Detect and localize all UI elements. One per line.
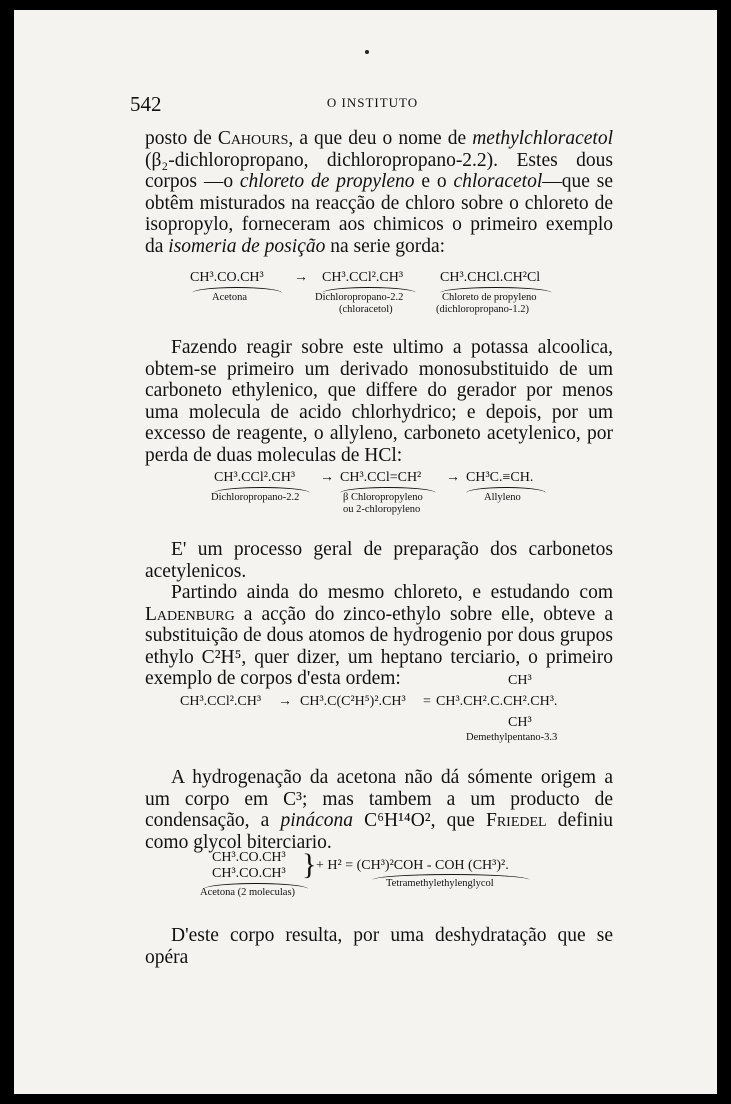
eq1-acetona-formula: CH³.CO.CH³: [190, 270, 264, 285]
eq3-top-ch3: CH³: [508, 673, 532, 688]
eq2-arrow-1: →: [320, 470, 334, 485]
page-number: 542: [130, 92, 162, 116]
term-chloracetol: chloracetol: [453, 171, 543, 192]
eq3-arrow: →: [278, 694, 292, 709]
speck: [365, 50, 369, 54]
eq4-label-acetona: Acetona (2 moleculas): [200, 887, 296, 898]
term-isomeria: isomeria de posição: [168, 235, 326, 257]
term-methylchloracetol: methylchloracetol: [472, 128, 613, 149]
eq2-label-chloropyleno: ou 2-chloropyleno: [343, 504, 421, 515]
author-cahours: Cahours: [217, 128, 289, 149]
paragraph-4: Partindo ainda do mesmo chloreto, e estudando com Ladenburg a acção do zinco-ethylo sobre elle, obteve a substituição de dous atomos de hydrogenio por dous grupos ethylo C²H⁵, quer dizer, um heptano terciario, o primeiro exemplo de corpos d'esta ordem:: [145, 582, 613, 689]
paragraph-5: A hydrogenação da acetona não dá sómente origem a um corpo em C³; mas tambem a um producto de condensação, a pinácona C⁶H¹⁴O², que Friedel definiu como glycol biterciario.: [145, 767, 613, 853]
term-pinacona: pinácona: [280, 810, 354, 831]
eq4-rhs: + H² = (CH³)²COH - COH (CH³)².: [316, 858, 509, 873]
paragraph-1: posto de Cahours, a que deu o nome de methylchloracetol (β₂-dichloropropano, dichloropropano-2.2). Estes dous corpos —o chloreto de propyleno e o chloracetol—que se obtêm misturados na reacção de chloro sobre o chloreto de isopropylo, forneceram aos chimicos o primeiro exemplo da isomeria de posição na serie gorda:: [145, 128, 613, 257]
eq3-label: Demethylpentano-3.3: [466, 732, 558, 743]
eq4-row-2: CH³.CO.CH³: [212, 866, 286, 881]
eq1-label-dichloro: Dichloropropano-2.2: [315, 292, 404, 303]
eq2-allyleno-formula: CH³C.≡CH.: [466, 470, 534, 485]
author-ladenburg: Ladenburg: [145, 603, 235, 625]
eq1-label-dichloropropano: (dichloropropano-1.2): [436, 304, 530, 315]
paragraph-6: D'este corpo resulta, por uma deshydratação que se opéra: [145, 925, 613, 968]
eq2-arrow-2: →: [446, 470, 460, 485]
eq3-lhs-formula: CH³.CCl².CH³: [180, 694, 262, 709]
eq1-dichloro-formula: CH³.CCl².CH³: [322, 270, 404, 285]
eq4-row-1: CH³.CO.CH³: [212, 850, 286, 865]
page-header: [130, 92, 615, 114]
eq2-label-chloropropyleno: β Chloropropyleno: [343, 492, 423, 503]
author-friedel: Friedel: [485, 810, 547, 831]
paragraph-2: Fazendo reagir sobre este ultimo a potassa alcoolica, obtem-se primeiro um derivado monosubstituido de um carboneto ethylenico, que differe do gerador por menos uma molecula de acido chlorhydrico; e depois, por um excesso de reagente, o allyleno, carboneto acetylenico, por perda de duas moleculas de HCl:: [145, 337, 613, 466]
eq2-label-dichloro: Dichloropropano-2.2: [211, 492, 300, 503]
brace: }: [302, 848, 317, 881]
eq3-rhs-formula: CH³.CH².C.CH².CH³.: [436, 694, 558, 709]
eq1-label-propyleno: Chloreto de propyleno: [442, 292, 537, 303]
running-title: O INSTITUTO: [326, 95, 419, 110]
eq1-arrow: →: [294, 270, 308, 285]
eq4-label-glycol: Tetramethylethylenglycol: [386, 878, 494, 889]
eq3-bottom-ch3: CH³: [508, 715, 532, 730]
eq2-label-allyleno: Allyleno: [484, 492, 521, 503]
eq1-propyleno-formula: CH³.CHCl.CH²Cl: [440, 270, 541, 285]
term-chloreto-propyleno: chloreto de propyleno: [239, 171, 415, 192]
paragraph-3: E' um processo geral de preparação dos carbonetos acetylenicos.: [145, 539, 613, 582]
eq1-label-acetona: Acetona: [212, 292, 247, 303]
eq3-equals: =: [423, 694, 431, 709]
eq3-mid-formula: CH³.C(C²H⁵)².CH³: [300, 694, 406, 709]
eq1-label-chloracetol: (chloracetol): [339, 304, 393, 315]
eq2-dichloro-formula: CH³.CCl².CH³: [214, 470, 296, 485]
eq2-chloropropyleno-formula: CH³.CCl=CH²: [340, 470, 422, 485]
